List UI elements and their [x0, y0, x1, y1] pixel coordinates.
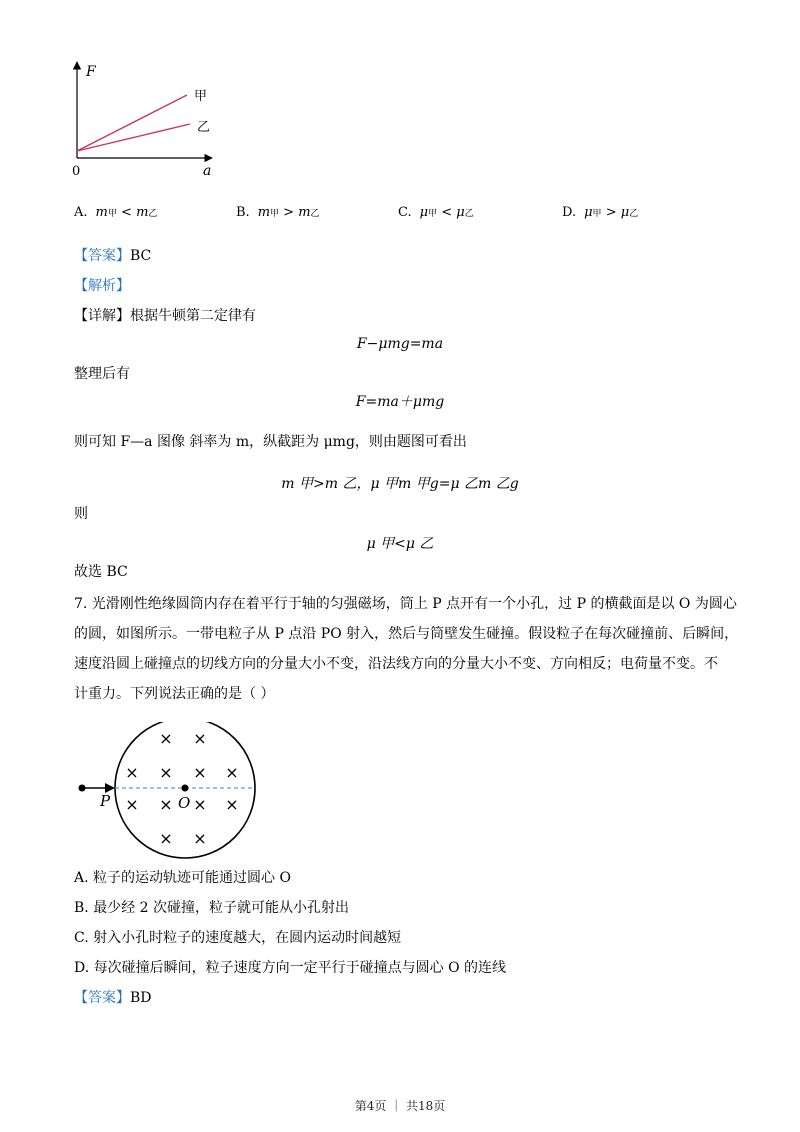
q6-option-d: D. μ甲 > μ乙 [562, 205, 639, 220]
q6-equation-1: F−μmg=ma [356, 336, 444, 352]
x-axis-label: a [203, 163, 212, 179]
q7-stem-line-2: 的圆，如图所示。一带电粒子从 P 点沿 PO 射入，然后与筒壁发生碰撞。假设粒子在每次碰撞前、后瞬间， [74, 626, 739, 642]
line-jia [77, 95, 187, 151]
point-o-label: O [178, 794, 191, 812]
q7-stem-line-3: 速度沿圆上碰撞点的切线方向的分量大小不变，沿法线方向的分量大小不变、方向相反；电荷量不变。不 [74, 656, 718, 672]
detail-text: 根据牛顿第二定律有 [130, 308, 256, 324]
q6-answer [74, 246, 151, 266]
field-mark: × [125, 795, 139, 814]
line-jia-label: 甲 [194, 89, 208, 104]
q7-stem-line-4: 计重力。下列说法正确的是（ ） [74, 686, 275, 702]
field-mark: × [193, 729, 207, 748]
answer-value: BC [130, 248, 152, 264]
q6-slope-explanation: 则可知 F—a 图像 斜率为 m，纵截距为 μmg，则由题图可看出 [74, 434, 467, 450]
q6-equation-4: μ 甲<μ 乙 [366, 536, 434, 552]
field-mark: × [225, 763, 239, 782]
q7-option-a: A. 粒子的运动轨迹可能通过圆心 O [74, 870, 291, 886]
cylinder-field-diagram [70, 722, 270, 862]
point-p-label: P [100, 792, 111, 810]
q7-answer [74, 988, 152, 1008]
answer-tag: 【答案】 [74, 248, 130, 264]
field-mark: × [193, 763, 207, 782]
particle-dot [79, 785, 86, 792]
q6-after-eq1: 整理后有 [74, 366, 130, 382]
q6-option-b: B. m甲 > m乙 [236, 205, 320, 220]
q6-equation-3: m 甲>m 乙，μ 甲m 甲g=μ 乙m 乙g [281, 476, 519, 492]
q6-ze: 则 [74, 506, 88, 522]
q6-detail [74, 306, 256, 326]
detail-tag: 【详解】 [74, 308, 130, 324]
field-mark: × [159, 795, 173, 814]
answer-tag: 【答案】 [74, 990, 130, 1006]
q6-option-c: C. μ甲 < μ乙 [398, 205, 474, 220]
q7-option-c: C. 射入小孔时粒子的速度越大，在圆内运动时间越短 [74, 930, 402, 946]
line-yi-label: 乙 [197, 120, 211, 135]
field-mark: × [193, 795, 207, 814]
field-mark: × [193, 829, 207, 848]
q7-option-b: B. 最少经 2 次碰撞，粒子就可能从小孔射出 [74, 900, 350, 916]
q6-equation-2: F=ma＋μmg [355, 394, 445, 410]
page-footer: 第4页 ｜ 共18页 [354, 1099, 446, 1113]
center-dot [182, 785, 189, 792]
q6-conclusion: 故选 BC [74, 564, 128, 580]
field-mark: × [225, 795, 239, 814]
f-a-graph [60, 58, 220, 182]
field-mark: × [125, 763, 139, 782]
field-mark: × [159, 763, 173, 782]
q6-option-a: A. m甲 < m乙 [74, 205, 158, 220]
answer-value: BD [130, 990, 152, 1006]
q7-stem-line-1: 7. 光滑刚性绝缘圆筒内存在着平行于轴的匀强磁场，筒上 P 点开有一个小孔，过 P 的横截面是以 O 为圆心 [74, 596, 737, 612]
q6-analysis-tag: 【解析】 [74, 278, 130, 294]
field-mark: × [159, 829, 173, 848]
line-yi [77, 124, 190, 151]
q7-option-d: D. 每次碰撞后瞬间，粒子速度方向一定平行于碰撞点与圆心 O 的连线 [74, 960, 507, 976]
y-axis-label: F [86, 64, 96, 80]
field-mark: × [159, 729, 173, 748]
origin-label: 0 [72, 164, 81, 179]
